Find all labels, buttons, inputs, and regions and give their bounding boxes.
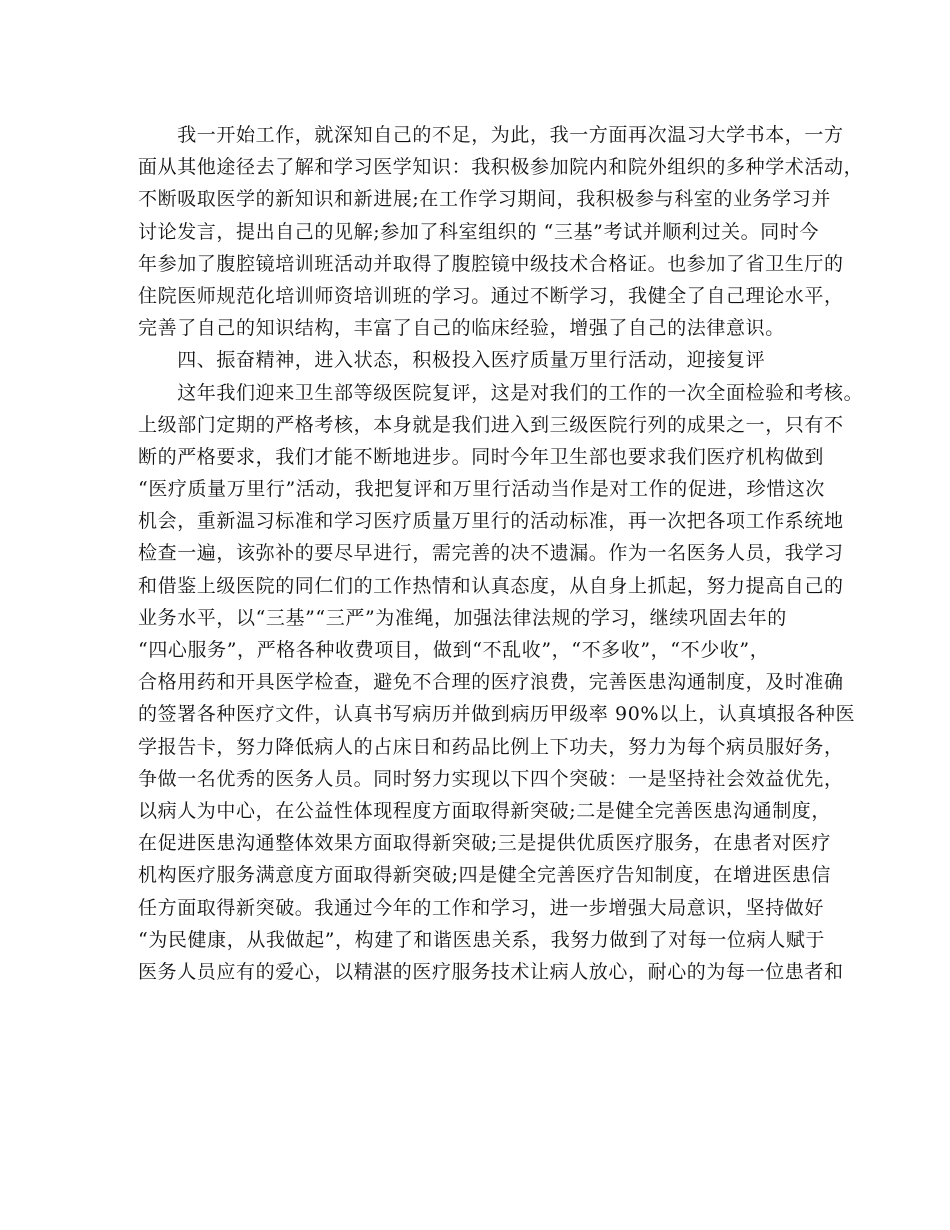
- text-line: 上级部门定期的严格考核，本身就是我们进入到三级医院行列的成果之一，只有不: [138, 413, 844, 436]
- text-line: 学报告卡，努力降低病人的占床日和药品比例上下功夫，努力为每个病员服好务，: [138, 735, 844, 758]
- text-line: “为民健康，从我做起”，构建了和谐医患关系，我努力做到了对每一位病人赋于: [138, 928, 826, 951]
- text-line: 的签署各种医疗文件，认真书写病历并做到病历甲级率 90%以上，认真填报各种医: [138, 703, 856, 726]
- text-line: 和借鉴上级医院的同仁们的工作热情和认真态度，从自身上抓起，努力提高自己的: [138, 574, 844, 597]
- text-line: 讨论发言，提出自己的见解;参加了科室组织的 “三基”考试并顺利过关。同时今: [138, 220, 820, 243]
- text-line: 住院医师规范化培训师资培训班的学习。通过不断学习，我健全了自己理论水平，: [138, 284, 844, 307]
- text-line: 合格用药和开具医学检查，避免不合理的医疗浪费，完善医患沟通制度，及时准确: [138, 671, 844, 694]
- text-line: 不断吸取医学的新知识和新进展;在工作学习期间，我积极参与科室的业务学习并: [138, 188, 832, 211]
- text-line: 机构医疗服务满意度方面取得新突破;四是健全完善医疗告知制度，在增进医患信: [138, 864, 832, 887]
- text-line: 这年我们迎来卫生部等级医院复评，这是对我们的工作的一次全面检验和考核。: [138, 381, 864, 404]
- text-line: 面从其他途径去了解和学习医学知识：我积极参加院内和院外组织的多种学术活动，: [138, 156, 864, 179]
- text-line: 争做一名优秀的医务人员。同时努力实现以下四个突破：一是坚持社会效益优先，: [138, 767, 844, 790]
- text-line: 以病人为中心，在公益性体现程度方面取得新突破;二是健全完善医患沟通制度，: [138, 799, 832, 822]
- text-line: 医务人员应有的爱心，以精湛的医疗服务技术让病人放心，耐心的为每一位患者和: [138, 960, 844, 983]
- text-line: 我一开始工作，就深知自己的不足，为此，我一方面再次温习大学书本，一方: [138, 124, 844, 146]
- text-line: 任方面取得新突破。我通过今年的工作和学习，进一步增强大局意识，坚持做好: [138, 896, 825, 919]
- body-text: [138, 119, 864, 988]
- text-line: 机会，重新温习标准和学习医疗质量万里行的活动标准，再一次把各项工作系统地: [138, 510, 844, 533]
- text-line: “四心服务”，严格各种收费项目，做到“不乱收”，“不多收”，“不少收”，: [138, 639, 770, 661]
- section-heading: 四、振奋精神，进入状态，积极投入医疗质量万里行活动，迎接复评: [138, 349, 766, 372]
- text-line: 检查一遍，该弥补的要尽早进行，需完善的决不遗漏。作为一名医务人员，我学习: [138, 542, 844, 565]
- text-line: 完善了自己的知识结构，丰富了自己的临床经验，增强了自己的法律意识。: [138, 317, 785, 340]
- text-line: 年参加了腹腔镜培训班活动并取得了腹腔镜中级技术合格证。也参加了省卫生厅的: [138, 252, 844, 275]
- text-line: 业务水平，以“三基”“三严”为准绳，加强法律法规的学习，继续巩固去年的: [138, 606, 787, 629]
- text-line: 在促进医患沟通整体效果方面取得新突破;三是提供优质医疗服务，在患者对医疗: [138, 832, 832, 855]
- text-line: “医疗质量万里行”活动，我把复评和万里行活动当作是对工作的促进，珍惜这次: [138, 478, 826, 501]
- text-line: 断的严格要求，我们才能不断地进步。同时今年卫生部也要求我们医疗机构做到: [138, 445, 825, 468]
